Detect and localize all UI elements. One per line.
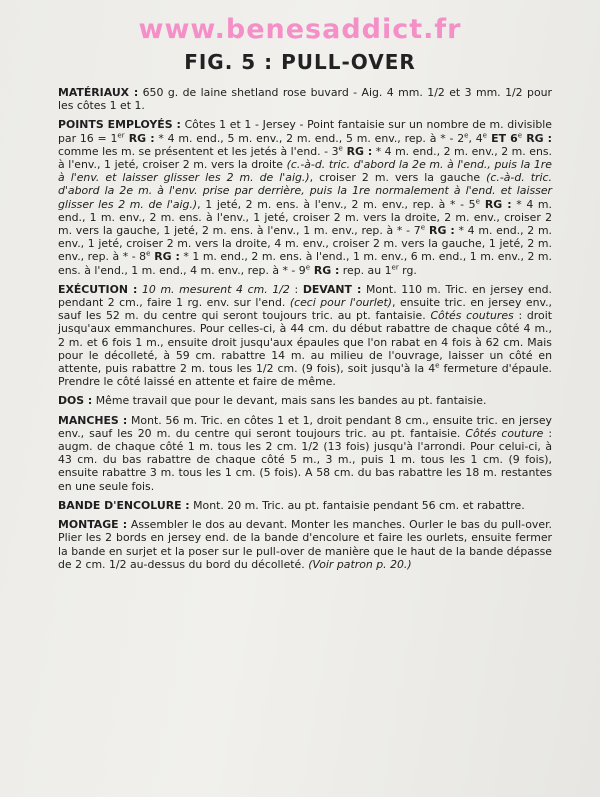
text-run: e	[482, 130, 487, 139]
text-run: , 4	[468, 131, 483, 145]
text-run: * 1 m. end., 2 m. ens. à l'end., 1 m. env., 6 m. end., 1 m. env., 2 m. ens. à l'end., 1 m. end., 4 m. env., rep. à * - 9	[58, 250, 553, 277]
text-run: : augm. de chaque côté 1 m. tous les 2 cm. 1/2 (13 fois) jusqu'à l'arrondi. Pour celui-ci, à 43 cm. du bas rabattre de chaque côté 5 m., 3 m., puis 1 m. tous les 1 cm. (9 fois), ensuite rabattre 3 m. tous les 1 cm. (5 fois). A 58 cm. du bas rabattre les 18 m. restantes en une seule fois.	[58, 426, 553, 493]
text-run: DEVANT :	[302, 282, 362, 296]
section-heading: POINTS EMPLOYÉS :	[58, 118, 181, 132]
text-run: Mont. 20 m. Tric. au pt. fantaisie pendant 56 cm. et rabattre.	[189, 498, 525, 512]
section-heading: DOS :	[58, 394, 93, 408]
text-run: RG :	[479, 197, 512, 211]
watermark: www.benesaddict.fr	[138, 14, 462, 45]
text-run: rg.	[398, 263, 417, 277]
section-montage	[58, 518, 552, 571]
text-run: RG :	[310, 263, 340, 277]
text-run: er	[391, 263, 399, 272]
text-run: (Voir patron p. 20.)	[308, 557, 412, 571]
text-run: 10 m. mesurent 4 cm. 1/2	[137, 282, 290, 296]
text-run: : droit jusqu'aux emmanchures. Pour celles-ci, à 44 cm. du début rabattre de chaque côté 4 m., 2 m. et 6 fois 1 m., ensuite droit jusqu'aux épaules que l'on rabat en 4 fois à 62 cm. Mais pour le décolleté, à 59 cm. rabattre 14 m. au milieu de l'ouvrage, laisser un côté en attente, puis rabattre 2 m. tous les 1/2 cm. (9 fois), soit jusqu'à la 4	[58, 309, 552, 376]
section-dos	[58, 394, 552, 407]
text-run: e	[146, 249, 151, 258]
text-run: , ensuite tric. en jersey env., sauf les 52 m. du centre qui seront toujours tric. au pt. fantaisie.	[58, 296, 553, 323]
text-run: Mont. 56 m. Tric. en côtes 1 et 1, droit pendant 8 cm., ensuite tric. en jersey env., sauf les 20 m. du centre qui seront toujours tric. au pt. fantaisie.	[58, 413, 552, 440]
text-run: * 4 m. end., 5 m. env., 2 m. end., 5 m. env., rep. à * - 2	[154, 131, 465, 145]
text-run: RG :	[342, 144, 373, 158]
text-run: 650 g. de laine shetland rose buvard - Aig. 4 mm. 1/2 et 3 mm. 1/2 pour les côtes 1 et 1.	[58, 86, 552, 113]
text-run: comme les m. se présentent et les jetés à l'end. - 3	[58, 144, 339, 158]
text-run: e	[464, 130, 469, 139]
text-run: e	[435, 361, 440, 370]
text-run: RG :	[425, 224, 455, 238]
text-run: fermeture d'épaule. Prendre le côté laissé en attente et faire de même.	[58, 362, 552, 389]
text-run: rep. au 1	[339, 263, 392, 277]
text-run: Même travail que pour le devant, mais sans les bandes au pt. fantaisie.	[92, 394, 487, 408]
section-points	[58, 118, 552, 276]
section-heading: MATÉRIAUX :	[58, 86, 139, 99]
section-bande	[58, 499, 552, 512]
figure-title: FIG. 5 : PULL-OVER	[184, 50, 416, 74]
text-run: , croiser 2 m. vers la gauche	[309, 171, 487, 185]
text-run: Côtes 1 et 1 - Jersey - Point fantaisie sur un nombre de m. divisible par 16 = 1	[58, 118, 553, 145]
section-heading: MANCHES :	[58, 413, 128, 427]
section-execution	[58, 283, 552, 389]
text-run: ET 6	[486, 131, 518, 145]
section-heading: MONTAGE :	[58, 518, 128, 532]
text-run: * 4 m. end., 1 m. env., 2 m. ens. à l'env., 1 jeté, croiser 2 m. vers la droite, 2 m. env., croiser 2 m. vers la gauche, 1 jeté, 2 m. ens. à l'env., 1 m. env., rep. à * - 7	[58, 197, 553, 238]
text-run: (c.-à-d. tric. d'abord la 2e m. à l'end., puis la 1re à l'env. et laisser glisser les 2 m. de l'aig.)	[58, 158, 552, 185]
text-run: Côtés couture	[465, 426, 544, 440]
text-run: e	[475, 197, 480, 205]
text-run: Côtés coutures	[430, 309, 514, 323]
text-run: (ceci pour l'ourlet)	[289, 296, 393, 310]
section-manches	[58, 414, 552, 493]
text-run: :	[289, 282, 303, 296]
section-heading: BANDE D'ENCOLURE :	[58, 498, 190, 512]
section-materiaux	[58, 86, 552, 112]
text-run: e	[420, 223, 425, 232]
text-run: RG :	[522, 131, 553, 145]
text-run: e	[517, 130, 523, 139]
text-run: RG :	[150, 250, 180, 264]
text-run: Assembler le dos au devant. Monter les manches. Ourler le bas du pull-over. Plier les 2 bords en jersey end. de la bande d'encolure et faire les ourlets, ensuite fermer la bande en surjet et la poser sur le pull-over de manière que le haut de la bande dépasse de 2 cm. 1/2 au-dessus du bord du décolleté.	[58, 518, 553, 571]
text-run: * 4 m. end., 2 m. env., 2 m. ens. à l'env., 1 jeté, croiser 2 m. vers la droite	[58, 144, 552, 172]
text-run: (c.-à-d. tric. d'abord la 2e m. à l'env. prise par derrière, puis la 1re normalement à l'end. et laisser glisser les 2 m. de l'aig.)	[58, 171, 552, 211]
section-heading: EXÉCUTION :	[58, 282, 138, 296]
instructions-body	[58, 86, 552, 577]
text-run: e	[338, 144, 343, 153]
text-run: Mont. 110 m. Tric. en jersey end. pendant 2 cm., faire 1 rg. env. sur l'end.	[58, 282, 552, 310]
text-run: * 4 m. end., 2 m. env., 1 jeté, croiser 2 m. vers la droite, 4 m. env., croiser 2 m. vers la gauche, 1 jeté, 2 m. env., rep. à * - 8	[58, 224, 553, 264]
text-run: , 1 jeté, 2 m. ens. à l'env., 2 m. env., rep. à * - 5	[197, 197, 476, 211]
text-run: e	[305, 263, 311, 272]
text-run: er	[117, 130, 125, 139]
text-run: RG :	[124, 131, 155, 145]
